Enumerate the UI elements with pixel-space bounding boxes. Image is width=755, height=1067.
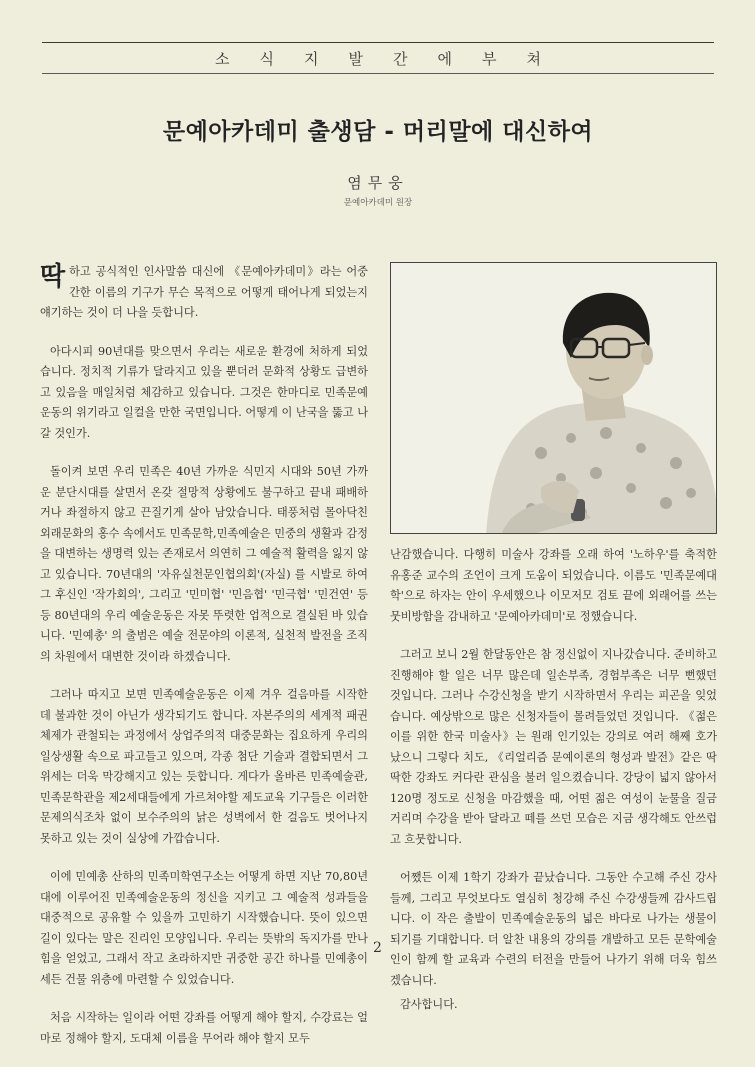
- paragraph-8: 그러고 보니 2월 한달동안은 참 정신없이 지나갔습니다. 준비하고 진행해야 할 일은 너무 많은데 일손부족, 경험부족은 너무 뻔했던 것입니다. 그러나 수강신청을 받기 시작하면서 우리는 피곤을 잊었습니다. 예상밖으로 많은 신청자들이 몰려들었던 것입니다. 《젊은이를 위한 한국 미술사》는 원래 인기있는 강의로 여러 해째 호가 났으니 그렇다 치도, 《리얼리즘 문예이론의 형성과 발전》같은 딱딱한 강좌도 커다란 관심을 불러 일으켰습니다. 강당이 넓지 않아서 120명 정도로 신청을 마감했을 때, 어떤 젊은 여성이 눈물을 질금거리며 수강을 받아 달라고 떼를 쓰던 모습은 지금 생각해도 안쓰럽고 흐뭇합니다.: [390, 648, 717, 846]
- paragraph-1-text: 하고 공식적인 인사말씀 대신에 《문예아카데미》라는 어중간한 이름의 기구가 무슨 목적으로 어떻게 태어나게 되었는지 얘기하는 것이 더 나을 듯합니다.: [40, 265, 368, 319]
- author-photo: [390, 262, 717, 534]
- sub-rule: [42, 73, 714, 74]
- paragraph-4: 그러나 따지고 보면 민족예술운동은 이제 겨우 걸음마를 시작한 데 불과한 것이 아닌가 생각되기도 합니다. 자본주의의 세계적 패권체제가 관철되는 과정에서 상업주의적 대중문화는 집요하게 우리의 일상생활 속으로 파고들고 있으며, 각종 첨단 기술과 결합되면서 그 위세는 더욱 막강해지고 있는 듯합니다. 게다가 올바른 민족예술관, 민족문학관을 제2세대들에게 가르쳐야할 제도교육 기구들은 이러한 문제의식조차 없이 보수주의의 낡은 성벽에서 한 걸음도 벗어나지 못하고 있는 것이 실상에 가깝습니다.: [40, 688, 368, 845]
- right-column: [390, 545, 717, 1034]
- paragraph-9: 어쨌든 이제 1학기 강좌가 끝났습니다. 그동안 수고해 주신 강사들께, 그리고 무엇보다도 열심히 청강해 주신 수강생들께 감사드립니다. 이 작은 출발이 민족예술운동의 넓은 바다로 나가는 생물이 되기를 기대합니다. 더 알찬 내용의 강의를 개발하고 모든 문학예술인이 함께 할 교육과 수련의 터전을 만들어 나가기 위해 더욱 힘쓰겠습니다.: [390, 871, 717, 987]
- paragraph-5: 이에 민예총 산하의 민족미학연구소는 어떻게 하면 지난 70,80년대에 이루어진 민족예술운동의 정신을 지키고 그 예술적 성과들을 대중적으로 공유할 수 있을까 고민하기 시작했습니다. 뜻이 있으면 길이 있다는 말은 진리인 모양입니다. 우리는 뜻밖의 독지가를 만나 힘을 얻었고, 그래서 작고 초라하지만 귀중한 공간 하나를 민예총이 세든 건물 위층에 마련할 수 있었습니다.: [40, 870, 368, 986]
- paragraph-6: 처음 시작하는 일이라 어떤 강좌를 어떻게 해야 할지, 수강료는 얼마로 정해야 할지, 도대체 이름을 무어라 해야 할지 모두: [40, 1011, 368, 1045]
- paragraph-10: 감사합니다.: [400, 998, 458, 1011]
- paragraph-2: 아다시피 90년대를 맞으면서 우리는 새로운 환경에 처하게 되었습니다. 정치적 기류가 달라지고 있을 뿐더러 문화적 상황도 급변하고 있음을 매일처럼 체감하고 있습니다. 그것은 한마디로 민족문예운동의 위기라고 일컬을 만한 국면입니다. 어떻게 이 난국을 뚫고 나갈 것인가.: [40, 344, 368, 440]
- paragraph-7: 난감했습니다. 다행히 미술사 강좌를 오래 하여 '노하우'를 축적한 유홍준 교수의 조언이 크게 도움이 되었습니다. 이름도 '민족문예대학'으로 하자는 안이 우세했으나 이모저모 검토 끝에 외래어를 쓰는 뭇비방함을 감내하고 '문예아카데미'로 정했습니다.: [390, 548, 717, 623]
- author-name: 염무웅: [347, 174, 409, 192]
- paragraph-3: 돌이켜 보면 우리 민족은 40년 가까운 식민지 시대와 50년 가까운 분단시대를 살면서 온갖 절망적 상황에도 불구하고 끝내 패배하거나 좌절하지 않고 끈질기게 살아 남았습니다. 태풍처럼 몰아닥친 외래문화의 홍수 속에서도 민족문학,민족예술은 민중의 생활과 감정을 대변하는 생명력 있는 존재로서 의연히 그 예술적 활력을 잃지 않고 있습니다. 70년대의 '자유실천문인협의회'(자실) 를 시발로 하여 그 후신인 '작가회의', 그리고 '민미협' '민음협' '민극협' '민건연' 등등 80년대의 우리 예술운동은 자못 뚜렷한 업적으로 결실된 바 있습니다. '민예총' 의 출범은 예술 전문야의 이론적, 실천적 발전을 조직의 차원에서 대변한 것이라 하겠습니다.: [40, 465, 368, 663]
- page-number: 2: [373, 940, 382, 956]
- drop-cap: 딱: [40, 262, 66, 292]
- paragraph-1: [40, 262, 368, 324]
- article-title: 문예아카데미 출생담 - 머리말에 대신하여: [162, 119, 594, 145]
- author-portrait-icon: [391, 263, 717, 534]
- series-title: 소식지발간에부쳐: [215, 50, 571, 68]
- author-role: 문예아카데미 원장: [343, 198, 413, 208]
- top-rule: [42, 42, 714, 43]
